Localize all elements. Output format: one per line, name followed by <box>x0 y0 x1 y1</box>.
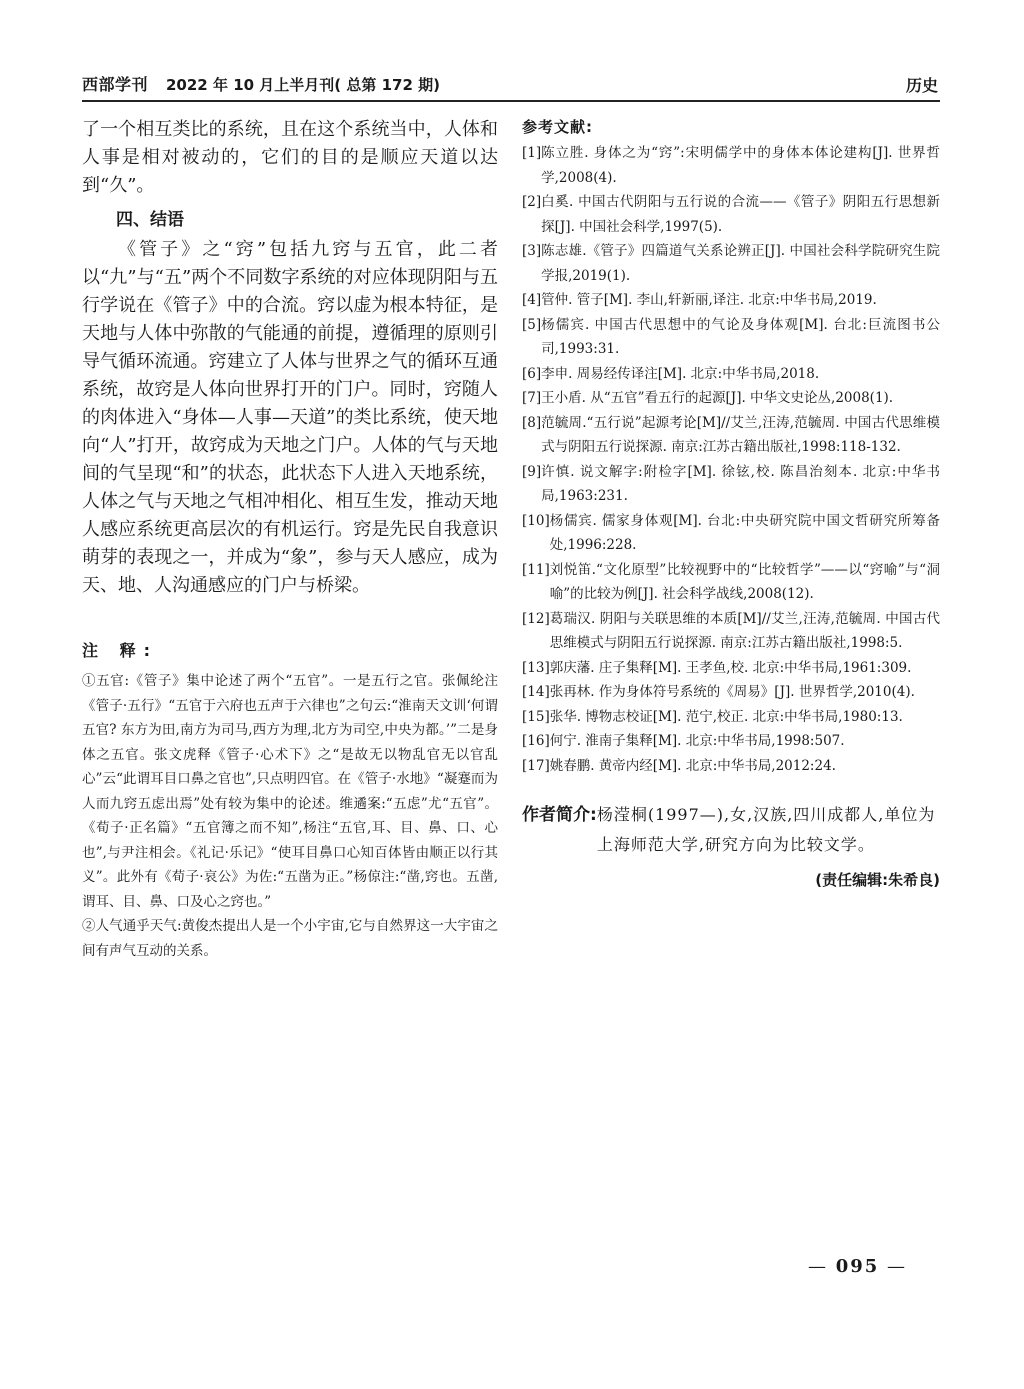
page-number: — 095 — <box>808 1256 908 1277</box>
section-heading-conclusion: 四、结语 <box>116 210 184 230</box>
journal-logo: 西部学刊 <box>82 75 149 94</box>
section-label: 历史 <box>905 76 938 95</box>
reference-item: [1] 陈立胜. 身体之为“窍”:宋明儒学中的身体本体论建构[J]. 世界哲学,2008(4). <box>522 145 940 186</box>
reference-item: [5] 杨儒宾. 中国古代思想中的气论及身体观[M]. 台北:巨流图书公司,1993:31. <box>522 316 940 357</box>
reference-item: [9] 许慎. 说文解字:附检字[M]. 徐铉,校. 陈昌治刻本. 北京:中华书局,1963:231. <box>522 463 940 504</box>
page-header <box>82 70 940 102</box>
reference-item: [8] 范毓周.“五行说”起源考论[M]//艾兰,汪涛,范毓周. 中国古代思维模式与阴阳五行说探源. 南京:江苏古籍出版社,1998:118-132. <box>522 414 940 455</box>
reference-item: [13] 郭庆藩. 庄子集释[M]. 王孝鱼,校. 北京:中华书局,1961:309. <box>522 659 912 676</box>
paragraph-conclusion: 《管子》之“窍”包括九窍与五官，此二者以“九”与“五”两个不同数字系统的对应体现阴阳与五行学说在《管子》中的合流。窍以虚为根本特征，是天地与人体中弥散的气能通的前提，遵循理的原则引导气循环流通。窍建立了人体与世界之气的循环互通系统，故窍是人体向世界打开的门户。同时，窍随人的肉体进入“身体—人事—天道”的类比系统，使天地向“人”打开，故窍成为天地之门户。人体的气与天地间的气呈现“和”的状态，此状态下人进入天地系统，人体之气与天地之气相冲相化、相互生发，推动天地人感应系统更高层次的有机运行。窍是先民自我意识萌芽的表现之一，并成为“象”，参与天人感应，成为天、地、人沟通感应的门户与桥梁。 <box>82 239 498 596</box>
reference-item: [11] 刘悦笛.“文化原型”比较视野中的“比较哲学”——以“窍喻”与“洞喻”的比较为例[J]. 社会科学战线,2008(12). <box>522 561 940 602</box>
author-bio-label: 作者简介: <box>522 805 597 825</box>
note-item-1: ①五官:《管子》集中论述了两个“五官”。一是五行之官。张佩纶注《管子·五行》“五官于六府也五声于六律也”之句云:“淮南天文训‘何谓五官? 东方为田,南方为司马,西方为理,北方为司空,中央为都。’”二是身体之五官。张文虎释《管子·心术下》之“是故无以物乱官无以官乱心”云“此谓耳目口鼻之官也”,只点明四官。在《管子·水地》“凝蹇而为人而九窍五虑出焉”处有较为集中的论述。维遹案:“五虑”尤“五官”。《荀子·正名篇》“五官簿之而不知”,杨注“五官,耳、目、鼻、口、心也”,与尹注相会。《礼记·乐记》“使耳目鼻口心知百体皆由顺正以行其义”。此外有《荀子·哀公》为佐:“五凿为正。”杨倞注:“凿,窍也。五凿,谓耳、目、鼻、口及心之窍也。” <box>82 673 498 910</box>
left-column <box>82 116 498 963</box>
issue-info: 2022 年 10 月上半月刊( 总第 172 期) <box>166 76 440 94</box>
references-title: 参考文献: <box>522 118 593 136</box>
page-number-value: 095 <box>835 1256 880 1277</box>
notes-title: 注 释: <box>82 641 158 660</box>
reference-item: [2] 白奚. 中国古代阴阳与五行说的合流——《管子》阴阳五行思想新探[J]. 中国社会科学,1997(5). <box>522 194 940 235</box>
reference-item: [10] 杨儒宾. 儒家身体观[M]. 台北:中央研究院中国文哲研究所筹备处,1996:228. <box>522 512 940 553</box>
reference-item: [4] 管仲. 管子[M]. 李山,轩新丽,译注. 北京:中华书局,2019. <box>522 292 877 308</box>
reference-item: [17] 姚春鹏. 黄帝内经[M]. 北京:中华书局,2012:24. <box>522 757 836 774</box>
reference-item: [3] 陈志雄.《管子》四篇道气关系论辨正[J]. 中国社会科学院研究生院学报,2019(1). <box>522 243 940 284</box>
reference-item: [15] 张华. 博物志校证[M]. 范宁,校正. 北京:中华书局,1980:13. <box>522 708 903 725</box>
author-bio <box>522 800 940 860</box>
note-item-2: ②人气通乎天气:黄俊杰提出人是一个小宇宙,它与自然界这一大宇宙之间有声气互动的关系。 <box>82 918 498 959</box>
body-text <box>82 116 498 600</box>
paragraph-continued: 了一个相互类比的系统，且在这个系统当中，人体和人事是相对被动的，它们的目的是顺应天道以达到“久”。 <box>82 119 498 196</box>
references-list <box>522 141 940 778</box>
reference-item: [16] 何宁. 淮南子集释[M]. 北京:中华书局,1998:507. <box>522 733 845 749</box>
reference-item: [14] 张再林. 作为身体符号系统的《周易》[J]. 世界哲学,2010(4). <box>522 684 915 700</box>
responsible-editor: (责任编辑:朱希良) <box>815 871 940 889</box>
author-bio-text: 杨滢桐(1997—),女,汉族,四川成都人,单位为上海师范大学,研究方向为比较文学。 <box>596 805 936 854</box>
reference-item: [6] 李申. 周易经传译注[M]. 北京:中华书局,2018. <box>522 365 820 382</box>
reference-item: [7] 王小盾. 从“五官”看五行的起源[J]. 中华文史论丛,2008(1). <box>522 390 894 406</box>
right-column <box>522 116 940 892</box>
reference-item: [12] 葛瑞汉. 阴阳与关联思维的本质[M]//艾兰,汪涛,范毓周. 中国古代思维模式与阴阳五行说探源. 南京:江苏古籍出版社,1998:5. <box>522 610 940 651</box>
